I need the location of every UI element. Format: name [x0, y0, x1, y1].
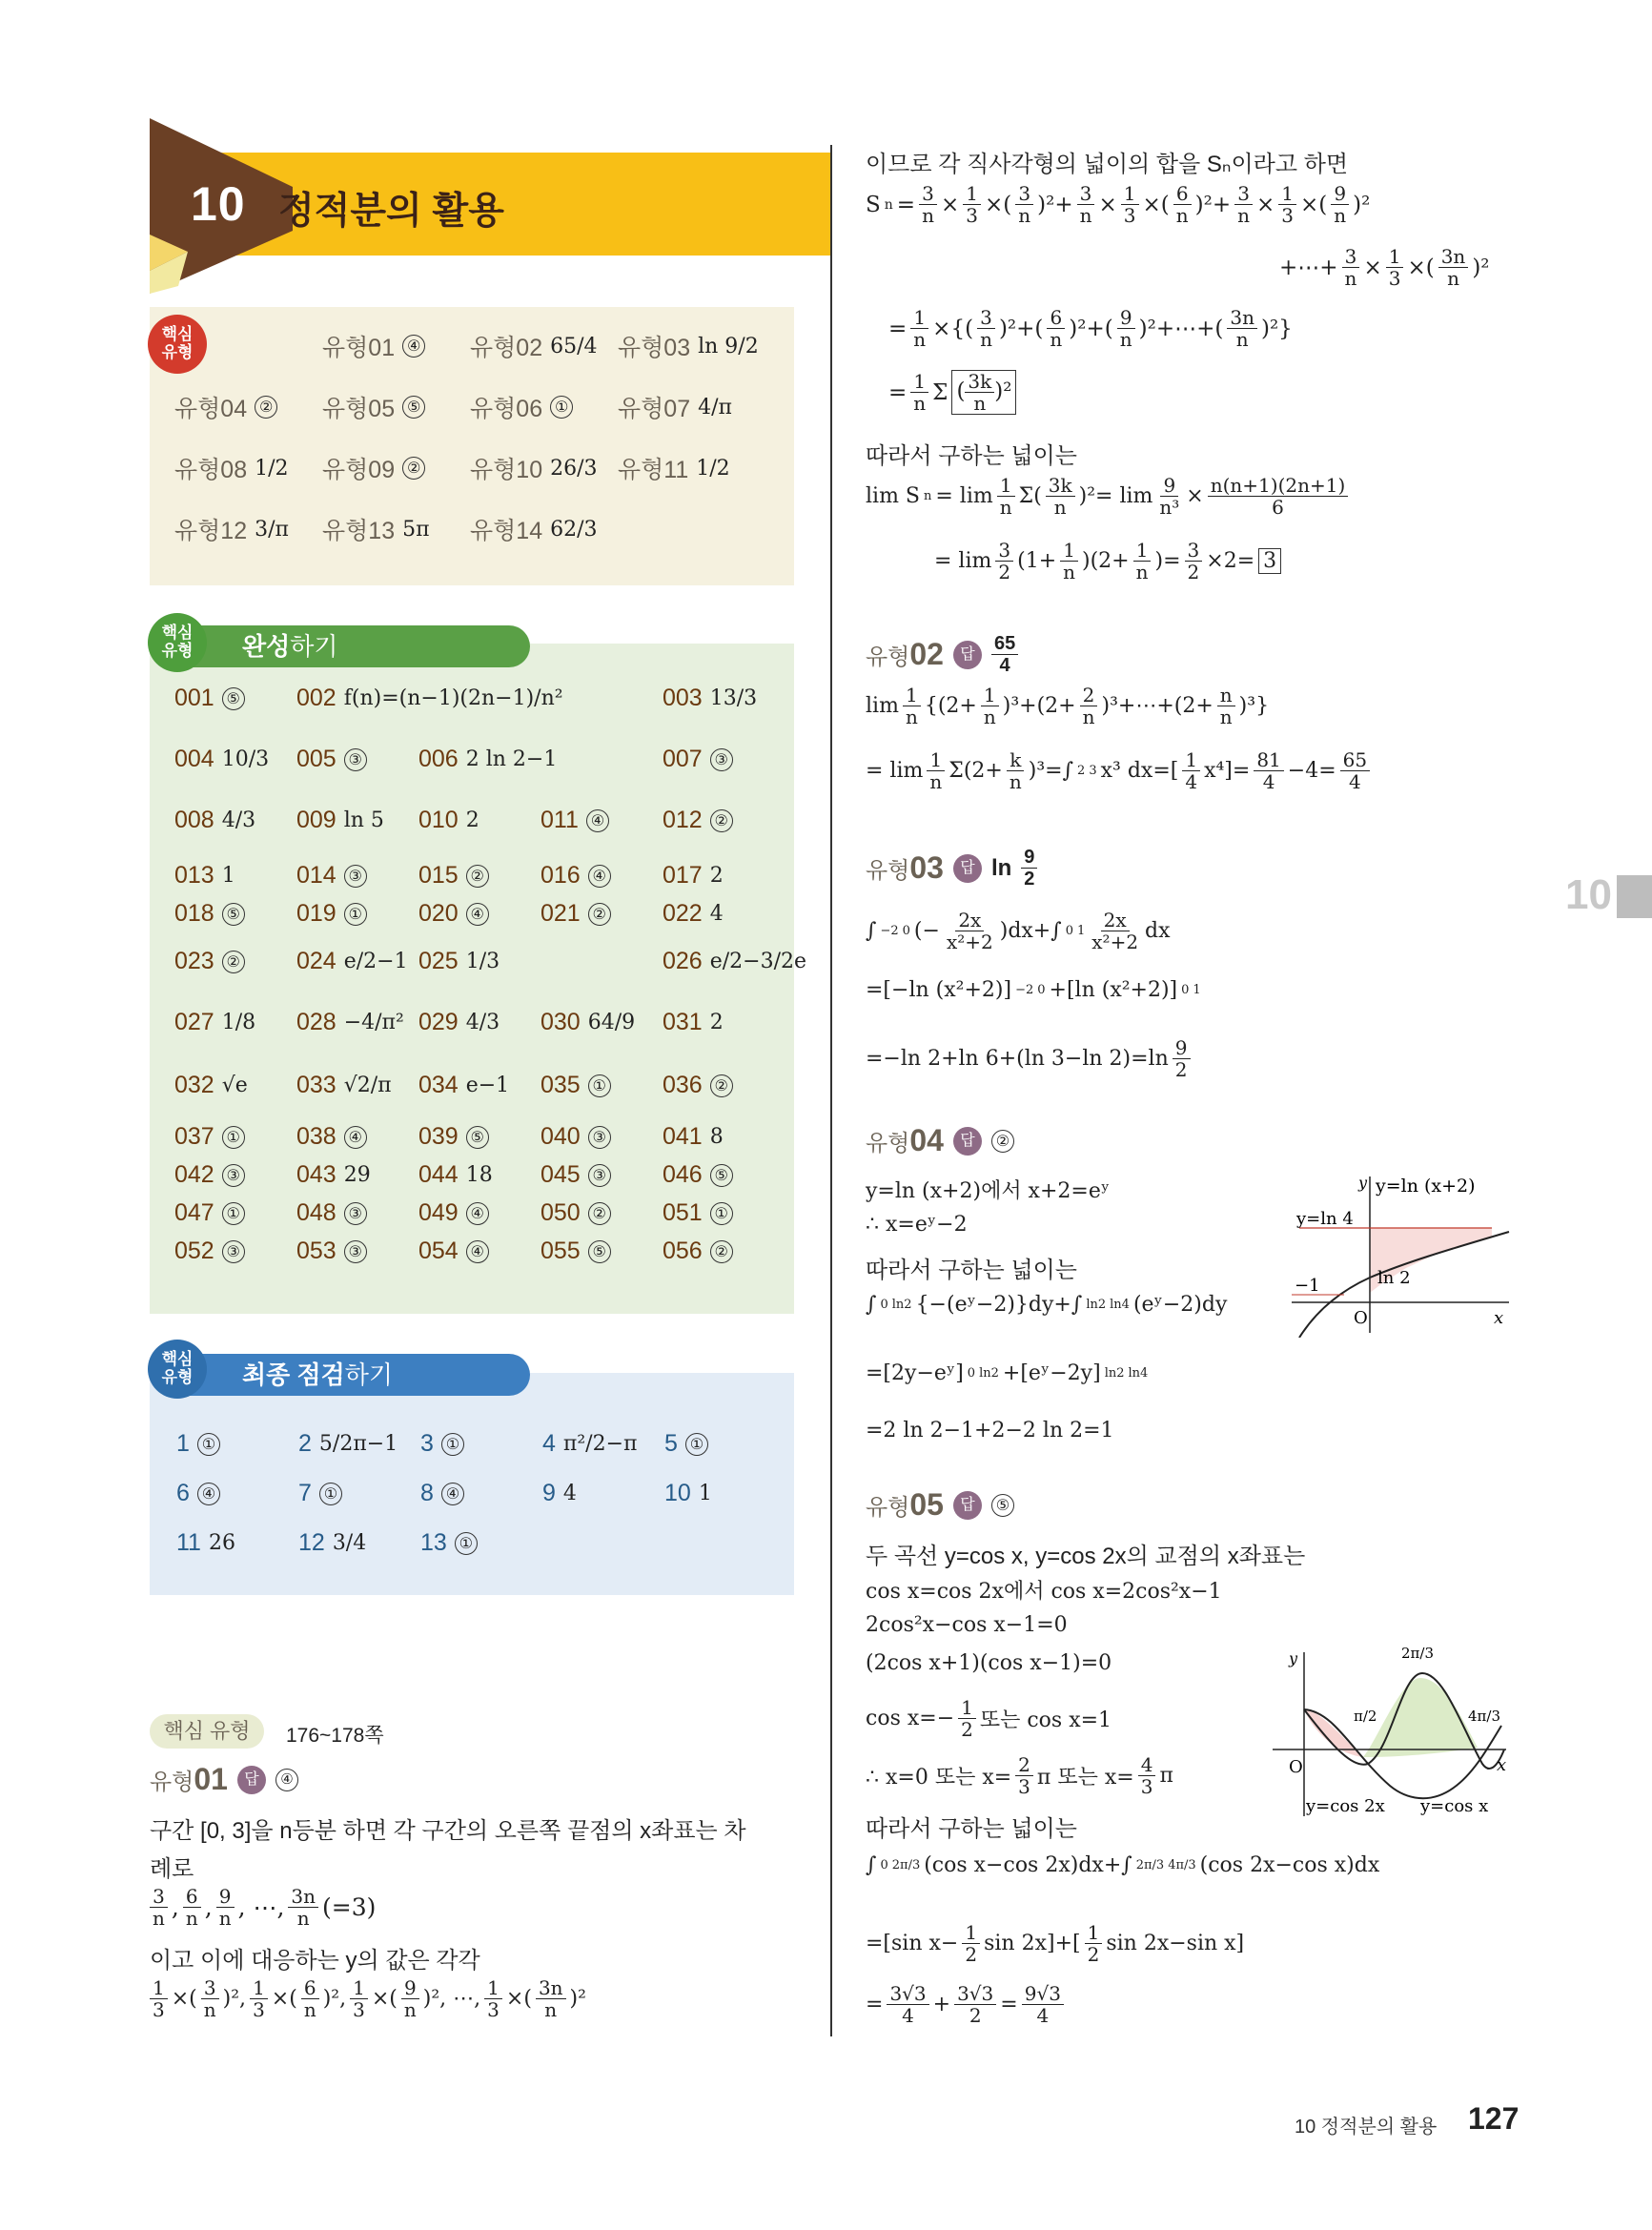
sn-equation-2: +⋯+ $\frac{3}{n}$ × $\frac{1}{3}$ ×( $\frac{3n}{n}$ )² — [1279, 245, 1490, 290]
type05-line-3: 2cos²x−cos x−1=0 — [866, 1613, 1068, 1637]
type01-sequence: $\frac{3}{n}$ , $\frac{6}{n}$ , $\frac{9}{n}$ , ⋯, $\frac{3n}{n}$ (=3) — [150, 1886, 376, 1929]
sn-equation-4: = $\frac{1}{n}$ Σ ( $\frac{3k}{n}$ )² — [888, 370, 1016, 415]
complete-item: 034 e−1 — [418, 1072, 510, 1098]
type01-text-1: 구간 [0, 3]을 n등분 하면 각 구간의 오른쪽 끝점의 x좌표는 차 — [150, 1818, 746, 1844]
complete-item: 026 e/2−3/2e — [663, 948, 807, 974]
complete-item: 042 ③ — [174, 1161, 245, 1189]
complete-item: 048 ③ — [296, 1199, 367, 1227]
type05-line-6: ∴ x=0 또는 x= $\frac{2}{3}$ π 또는 x= $\frac{4}{3}$ π — [866, 1753, 1173, 1798]
type01-heading: 유형 01 답 ④ — [150, 1762, 298, 1797]
final-item: 2 5/2π−1 — [298, 1430, 398, 1457]
core-type-item: 유형07 4/π — [618, 395, 732, 422]
type03-equation-2: =[−ln (x²+2)] −2 0 +[ln (x²+2)] 0 1 — [866, 978, 1201, 1002]
type02-equation-1: lim $\frac{1}{n}$ {(2+ $\frac{1}{n}$ )³+(2+ $\frac{2}{n}$ )³+⋯+(2+ $\frac{n}{n}$ )³} — [866, 684, 1270, 728]
complete-item: 031 2 — [663, 1009, 724, 1035]
final-item: 7 ① — [298, 1480, 342, 1507]
complete-item: 004 10/3 — [174, 746, 270, 772]
complete-item: 014 ③ — [296, 862, 367, 890]
complete-item: 038 ④ — [296, 1123, 367, 1151]
complete-item: 044 18 — [418, 1161, 493, 1188]
sn-equation-1: S n = $\frac{3}{n}$ × $\frac{1}{3}$ ×( $\frac{3}{n}$ )²+ $\frac{3}{n}$ × $\frac{1}{3}$ ×( $\frac{6}{n}$ )²+ $\frac{3}{n}$ × $\frac{1}{3}$ ×( $\frac{9}{n}$ )² — [866, 182, 1371, 227]
svg-text:ln 2: ln 2 — [1377, 1268, 1411, 1288]
complete-item: 043 29 — [296, 1161, 371, 1188]
type01-text-3: 이고 이에 대응하는 y의 값은 각각 — [150, 1948, 480, 1974]
core-type-item: 유형06 ① — [470, 390, 573, 424]
complete-item: 055 ⑤ — [540, 1238, 611, 1265]
complete-item: 015 ② — [418, 862, 489, 890]
type05-line-1: 두 곡선 y=cos x, y=cos 2x의 교점의 x좌표는 — [866, 1544, 1306, 1569]
type05-line-2: cos x=cos 2x에서 cos x=2cos²x−1 — [866, 1580, 1222, 1604]
complete-item: 053 ③ — [296, 1238, 367, 1265]
core-type-item: 유형03 ln 9/2 — [618, 334, 759, 361]
limit-equation-1: lim S n = lim $\frac{1}{n}$ Σ( $\frac{3k}{n}$ )²= lim $\frac{9}{\text{n³}}$ × $\frac{n(n+1)(2n+1)}{6}$ — [866, 475, 1348, 518]
complete-item: 027 1/8 — [174, 1009, 256, 1035]
complete-item: 037 ① — [174, 1123, 245, 1151]
core-type-item: 유형14 62/3 — [470, 517, 598, 544]
area-text-1: 따라서 구하는 넓이는 — [866, 443, 1077, 469]
type03-equation-3: =−ln 2+ln 6+(ln 3−ln 2)=ln $\frac{9}{2}$ — [866, 1037, 1191, 1080]
type04-line-3: 따라서 구하는 넓이는 — [866, 1258, 1077, 1283]
type02-equation-2: = lim $\frac{1}{n}$ Σ(2+ $\frac{k}{n}$ )³=∫ 2 3 x³ dx=[ $\frac{1}{4}$ x⁴]= $\frac{81}{4}$ −4= $\frac{65}{4}$ — [866, 749, 1370, 792]
side-tab-marker — [1617, 875, 1652, 918]
complete-item: 035 ① — [540, 1072, 611, 1099]
complete-title-bar: 완성하기 — [175, 625, 530, 667]
side-tab-number: 10 — [1565, 871, 1612, 918]
complete-item: 049 ④ — [418, 1199, 489, 1227]
type05-heading: 유형 05 답 ⑤ — [866, 1487, 1014, 1523]
core-type-item: 유형13 5π — [322, 517, 430, 544]
core-type-item: 유형02 65/4 — [470, 334, 598, 361]
complete-item: 041 8 — [663, 1123, 724, 1150]
type05-line-7: 따라서 구하는 넓이는 — [866, 1816, 1077, 1842]
type05-integral: ∫ 0 2π/3 (cos x−cos 2x)dx+∫ 2π/3 4π/3 (cos 2x−cos x)dx — [866, 1853, 1380, 1877]
complete-item: 010 2 — [418, 807, 479, 833]
core-type-item: 유형11 1/2 — [618, 456, 730, 483]
svg-text:y=cos 2x: y=cos 2x — [1306, 1796, 1385, 1816]
svg-text:2π/3: 2π/3 — [1401, 1645, 1434, 1662]
core-type-pill: 핵심 유형 — [150, 1714, 264, 1749]
complete-item: 036 ② — [663, 1072, 733, 1099]
complete-item: 020 ④ — [418, 900, 489, 928]
type04-final: =2 ln 2−1+2−2 ln 2=1 — [866, 1419, 1114, 1442]
svg-text:4π/3: 4π/3 — [1468, 1708, 1500, 1725]
rect-area-intro: 이므로 각 직사각형의 넓이의 합을 Sₙ이라고 하면 — [866, 152, 1349, 177]
complete-item: 032 √e — [174, 1072, 248, 1098]
type04-line-1: y=ln (x+2)에서 x+2=eʸ — [866, 1179, 1111, 1203]
complete-item: 033 √2/π — [296, 1072, 392, 1098]
complete-item: 047 ① — [174, 1199, 245, 1227]
final-item: 4 π²/2−π — [542, 1430, 638, 1457]
type04-line-2: ∴ x=eʸ−2 — [866, 1213, 968, 1237]
svg-text:O: O — [1354, 1308, 1368, 1328]
type05-graph — [1268, 1645, 1514, 1821]
complete-item: 030 64/9 — [540, 1009, 636, 1035]
svg-text:−1: −1 — [1295, 1276, 1320, 1296]
page-number: 127 — [1468, 2101, 1519, 2136]
final-item: 3 ① — [420, 1430, 464, 1458]
complete-item: 009 ln 5 — [296, 807, 384, 833]
core-type-item: 유형10 26/3 — [470, 456, 598, 483]
core-type-item: 유형05 ⑤ — [322, 390, 425, 424]
curve-label: y=ln (x+2) — [1376, 1176, 1476, 1197]
page-range: 176~178쪽 — [286, 1725, 384, 1747]
complete-badge: 핵심 유형 — [148, 613, 207, 672]
svg-text:x: x — [1497, 1755, 1507, 1775]
svg-text:y: y — [1289, 1649, 1298, 1667]
core-type-item: 유형01 ④ — [322, 329, 425, 363]
complete-item: 050 ② — [540, 1199, 611, 1227]
final-item: 1 ① — [176, 1430, 220, 1458]
complete-item: 040 ③ — [540, 1123, 611, 1151]
complete-item: 025 1/3 — [418, 948, 500, 974]
chapter-title: 정적분의 활용 — [278, 191, 504, 232]
final-item: 6 ④ — [176, 1480, 220, 1507]
type05-line-4: (2cos x+1)(cos x−1)=0 — [866, 1651, 1112, 1675]
final-item: 12 3/4 — [298, 1529, 367, 1556]
complete-item: 017 2 — [663, 862, 724, 889]
complete-item: 006 2 ln 2−1 — [418, 746, 558, 772]
svg-text:y=cos x: y=cos x — [1420, 1796, 1489, 1816]
type05-line-5: cos x=− $\frac{1}{2}$ 또는 cos x=1 — [866, 1696, 1112, 1741]
type01-y-values: $\frac{1}{3}$ ×( $\frac{3}{n}$ )², $\frac{1}{3}$ ×( $\frac{6}{n}$ )², $\frac{1}{3}$ ×( $\frac{9}{n}$ )², ⋯, $\frac{1}{3}$ ×( $\frac{3n}{n}$ )² — [150, 1977, 586, 2020]
complete-item: 039 ⑤ — [418, 1123, 489, 1151]
complete-item: 011 ④ — [540, 807, 609, 834]
complete-item: 051 ① — [663, 1199, 733, 1227]
column-divider — [830, 145, 832, 2036]
complete-item: 022 4 — [663, 900, 724, 927]
svg-text:O: O — [1289, 1757, 1303, 1777]
type05-final: = $\frac{3√3}{4}$ + $\frac{3√3}{2}$ = $\frac{9√3}{4}$ — [866, 1983, 1064, 2026]
complete-item: 023 ② — [174, 948, 245, 975]
complete-item: 046 ⑤ — [663, 1161, 733, 1189]
type05-eval: =[sin x− $\frac{1}{2}$ sin 2x]+[ $\frac{1}{2}$ sin 2x−sin x] — [866, 1921, 1245, 1966]
complete-item: 029 4/3 — [418, 1009, 500, 1035]
complete-item: 013 1 — [174, 862, 235, 889]
complete-item: 045 ③ — [540, 1161, 611, 1189]
final-item: 13 ① — [420, 1529, 478, 1557]
type04-integral: ∫ 0 ln2 {−(eʸ−2)}dy+∫ ln2 ln4 (eʸ−2)dy — [866, 1293, 1228, 1317]
core-type-item: 유형12 3/π — [174, 517, 289, 544]
complete-item: 019 ① — [296, 900, 367, 928]
complete-item: 001 ⑤ — [174, 685, 245, 712]
type04-heading: 유형 04 답 ② — [866, 1123, 1014, 1158]
type02-heading: 유형 02 답 $\frac{65}{4}$ — [866, 633, 1018, 676]
svg-text:x: x — [1494, 1308, 1504, 1328]
complete-item: 002 f(n)=(n−1)(2n−1)/n² — [296, 685, 563, 711]
svg-text:π/2: π/2 — [1354, 1708, 1377, 1725]
complete-item: 007 ③ — [663, 746, 733, 773]
type03-equation-1: ∫ −2 0 (− $\frac{2x}{\text{x²+2}}$ )dx+∫ 0 1 $\frac{2x}{\text{x²+2}}$ dx — [866, 909, 1171, 953]
type04-graph — [1292, 1171, 1516, 1338]
complete-item: 008 4/3 — [174, 807, 256, 833]
limit-equation-2: = lim $\frac{3}{2}$ (1+ $\frac{1}{n}$ )(2+ $\frac{1}{n}$ )= $\frac{3}{2}$ ×2= 3 — [934, 540, 1281, 583]
final-title-bar: 최종 점검하기 — [175, 1354, 530, 1396]
complete-item: 021 ② — [540, 900, 611, 928]
sn-equation-3: = $\frac{1}{n}$ ×{( $\frac{3}{n}$ )²+( $\frac{6}{n}$ )²+( $\frac{9}{n}$ )²+⋯+( $\frac{3n}{n}$ )²} — [888, 306, 1293, 351]
complete-item: 012 ② — [663, 807, 733, 834]
complete-item: 018 ⑤ — [174, 900, 245, 928]
core-type-item: 유형09 ② — [322, 451, 425, 485]
final-item: 8 ④ — [420, 1480, 464, 1507]
complete-item: 016 ④ — [540, 862, 611, 890]
complete-item: 003 13/3 — [663, 685, 758, 711]
core-type-badge: 핵심 유형 — [148, 315, 207, 374]
final-item: 9 4 — [542, 1480, 577, 1506]
final-item: 5 ① — [664, 1430, 708, 1458]
core-type-item: 유형04 ② — [174, 390, 277, 424]
complete-item: 005 ③ — [296, 746, 367, 773]
core-type-item: 유형08 1/2 — [174, 456, 289, 483]
final-badge: 핵심 유형 — [148, 1340, 207, 1399]
complete-item: 052 ③ — [174, 1238, 245, 1265]
complete-item: 054 ④ — [418, 1238, 489, 1265]
svg-text:y=ln 4: y=ln 4 — [1296, 1209, 1354, 1229]
type04-eval: =[2y−eʸ] 0 ln2 +[eʸ−2y] ln2 ln4 — [866, 1361, 1149, 1385]
footer-title: 10 정적분의 활용 — [1295, 2117, 1438, 2138]
chapter-number: 10 — [191, 177, 246, 231]
svg-text:y: y — [1358, 1174, 1368, 1192]
type03-heading: 유형 03 답 ln $\frac{9}{2}$ — [866, 847, 1037, 890]
final-item: 11 26 — [176, 1529, 235, 1556]
type01-text-2: 례로 — [150, 1856, 194, 1882]
complete-item: 056 ② — [663, 1238, 733, 1265]
complete-item: 028 −4/π² — [296, 1009, 404, 1035]
final-item: 10 1 — [664, 1480, 712, 1506]
complete-item: 024 e/2−1 — [296, 948, 408, 974]
